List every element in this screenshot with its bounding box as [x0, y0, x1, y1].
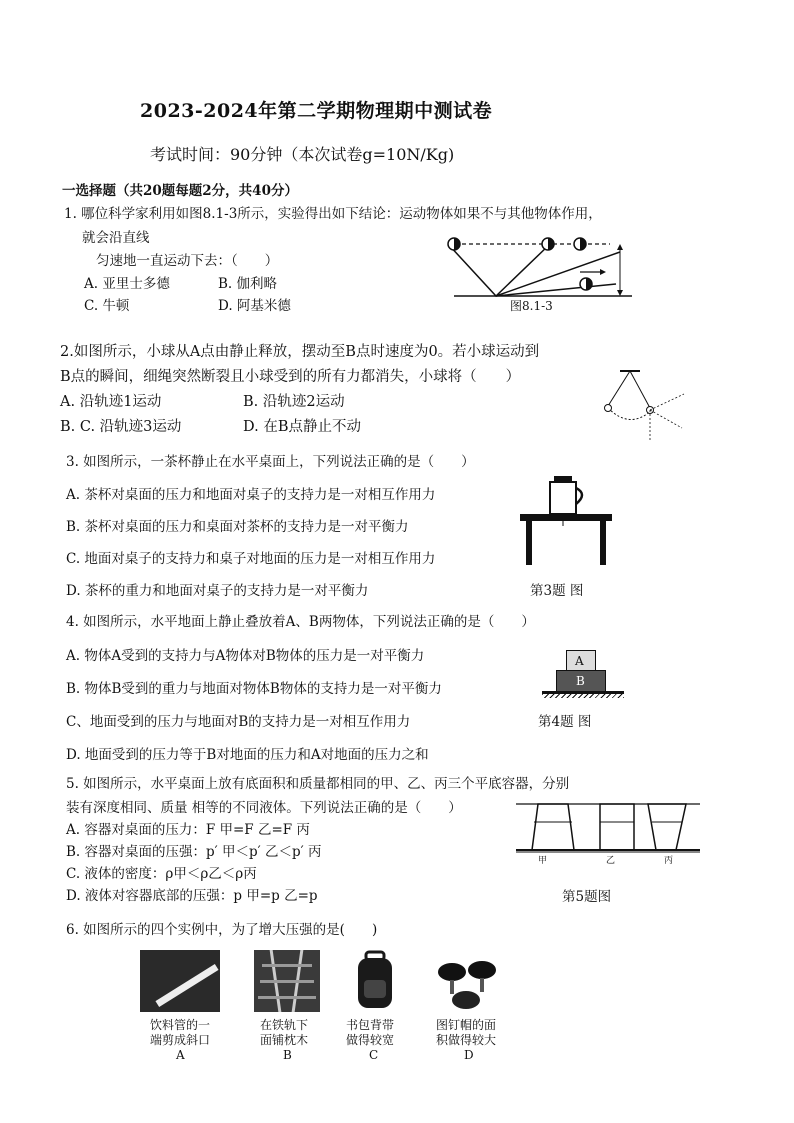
q6-caption-a-line1: 饮料管的一 — [150, 1018, 211, 1032]
q6-caption-b-line1: 在铁轨下 — [260, 1018, 309, 1032]
q6-stem: 6. 如图所示的四个实例中，为了增大压强的是( ) — [66, 922, 378, 938]
q1-stem-line3: 匀速地一直运动下去：（ ） — [96, 253, 279, 269]
q3-option-d: D. 茶杯的重力和地面对桌子的支持力是一对平衡力 — [66, 583, 369, 599]
q6-caption-b-line2: 面铺枕木 — [260, 1033, 309, 1047]
q1-option-c: C. 牛顿 — [84, 298, 130, 314]
q2-stem-line2: B点的瞬间，细绳突然断裂且小球受到的所有力都消失，小球将（ ） — [60, 369, 521, 385]
q5-option-c: C. 液体的密度：ρ甲＜ρ乙＜ρ丙 — [66, 866, 257, 882]
q6-photo-thumbtacks — [430, 958, 502, 1012]
q3-option-a: A. 茶杯对桌面的压力和地面对桌子的支持力是一对相互作用力 — [66, 487, 436, 503]
q1-stem-line1: 1. 哪位科学家利用如图8.1-3所示，实验得出如下结论：运动物体如果不与其他物体作用， — [64, 206, 602, 222]
q6-photo-straw — [140, 950, 220, 1012]
q5-figure-caption: 第5题图 — [562, 889, 612, 905]
q6-photo-backpack — [354, 950, 396, 1012]
q2-option-b: B. 沿轨迹2运动 — [243, 394, 345, 410]
q4-block-b — [556, 670, 606, 692]
q6-caption-c-line1: 书包背带 — [346, 1018, 395, 1032]
q1-option-d: D. 阿基米德 — [218, 298, 291, 314]
exam-subtitle: 考试时间：90分钟（本次试卷g=10N/Kg) — [150, 145, 455, 164]
q3-stem: 3. 如图所示，一茶杯静止在水平桌面上，下列说法正确的是（ ） — [66, 454, 475, 470]
q2-option-c: B. C. 沿轨迹3运动 — [60, 419, 182, 435]
q4-block-b-label: B — [576, 674, 585, 688]
q2-option-d: D. 在B点静止不动 — [243, 419, 361, 435]
q6-caption-d-letter: D — [464, 1048, 474, 1062]
q1-figure-caption: 图8.1-3 — [510, 299, 553, 313]
q4-block-a — [566, 650, 596, 671]
q4-option-a: A. 物体A受到的支持力与A物体对B物体的压力是一对平衡力 — [66, 648, 425, 664]
q6-caption-a-letter: A — [176, 1048, 185, 1062]
q4-figure-caption: 第4题 图 — [538, 714, 592, 730]
q1-option-a: A. 亚里士多德 — [84, 276, 170, 292]
section-heading: 一选择题（共20题每题2分，共40分） — [62, 183, 298, 199]
q4-stem: 4. 如图所示，水平地面上静止叠放着A、B两物体，下列说法正确的是（ ） — [66, 614, 535, 630]
q5-label-jia: 甲 — [538, 856, 548, 866]
q4-ground-hatch — [542, 694, 624, 698]
q2-pendulum-figure — [596, 368, 692, 444]
q3-table-cup-figure — [518, 470, 614, 570]
q1-figure — [440, 232, 640, 302]
exam-title: 2023-2024年第二学期物理期中测试卷 — [140, 100, 493, 122]
q4-option-d: D. 地面受到的压力等于B对地面的压力和A对地面的压力之和 — [66, 747, 429, 763]
q6-photo-railway — [254, 950, 320, 1012]
q5-stem-line2: 装有深度相同、质量 相等的不同液体。下列说法正确的是（ ） — [66, 800, 462, 816]
q4-option-c: C、地面受到的压力与地面对B的支持力是一对相互作用力 — [66, 714, 411, 730]
q3-option-b: B. 茶杯对桌面的压力和桌面对茶杯的支持力是一对平衡力 — [66, 519, 409, 535]
q6-caption-d-line2: 积做得较大 — [436, 1033, 497, 1047]
q5-label-bing: 丙 — [664, 856, 674, 866]
q6-caption-c-letter: C — [369, 1048, 379, 1062]
q2-stem-line1: 2.如图所示，小球从A点由静止释放，摆动至B点时速度为0。若小球运动到 — [60, 344, 540, 360]
q5-option-a: A. 容器对桌面的压力：F 甲=F 乙=F 丙 — [66, 822, 310, 838]
q1-stem-line2: 就会沿直线 — [82, 230, 150, 246]
q3-figure-caption: 第3题 图 — [530, 583, 584, 599]
q5-option-b: B. 容器对桌面的压强：p′ 甲＜p′ 乙＜p′ 丙 — [66, 844, 322, 860]
q5-option-d: D. 液体对容器底部的压强：p 甲=p 乙=p — [66, 888, 318, 904]
q6-caption-c-line2: 做得较宽 — [346, 1033, 395, 1047]
q5-stem-line1: 5. 如图所示，水平桌面上放有底面积和质量都相同的甲、乙、丙三个平底容器，分别 — [66, 776, 570, 792]
q1-option-b: B. 伽利略 — [218, 276, 278, 292]
q4-block-a-label: A — [575, 654, 584, 668]
q2-option-a: A. 沿轨迹1运动 — [60, 394, 162, 410]
q6-caption-b-letter: B — [283, 1048, 292, 1062]
q6-caption-d-line1: 图钉帽的面 — [436, 1018, 497, 1032]
q6-caption-a-line2: 端剪成斜口 — [150, 1033, 211, 1047]
q3-option-c: C. 地面对桌子的支持力和桌子对地面的压力是一对相互作用力 — [66, 551, 436, 567]
q5-label-yi: 乙 — [606, 856, 616, 866]
q4-option-b: B. 物体B受到的重力与地面对物体B物体的支持力是一对平衡力 — [66, 681, 442, 697]
